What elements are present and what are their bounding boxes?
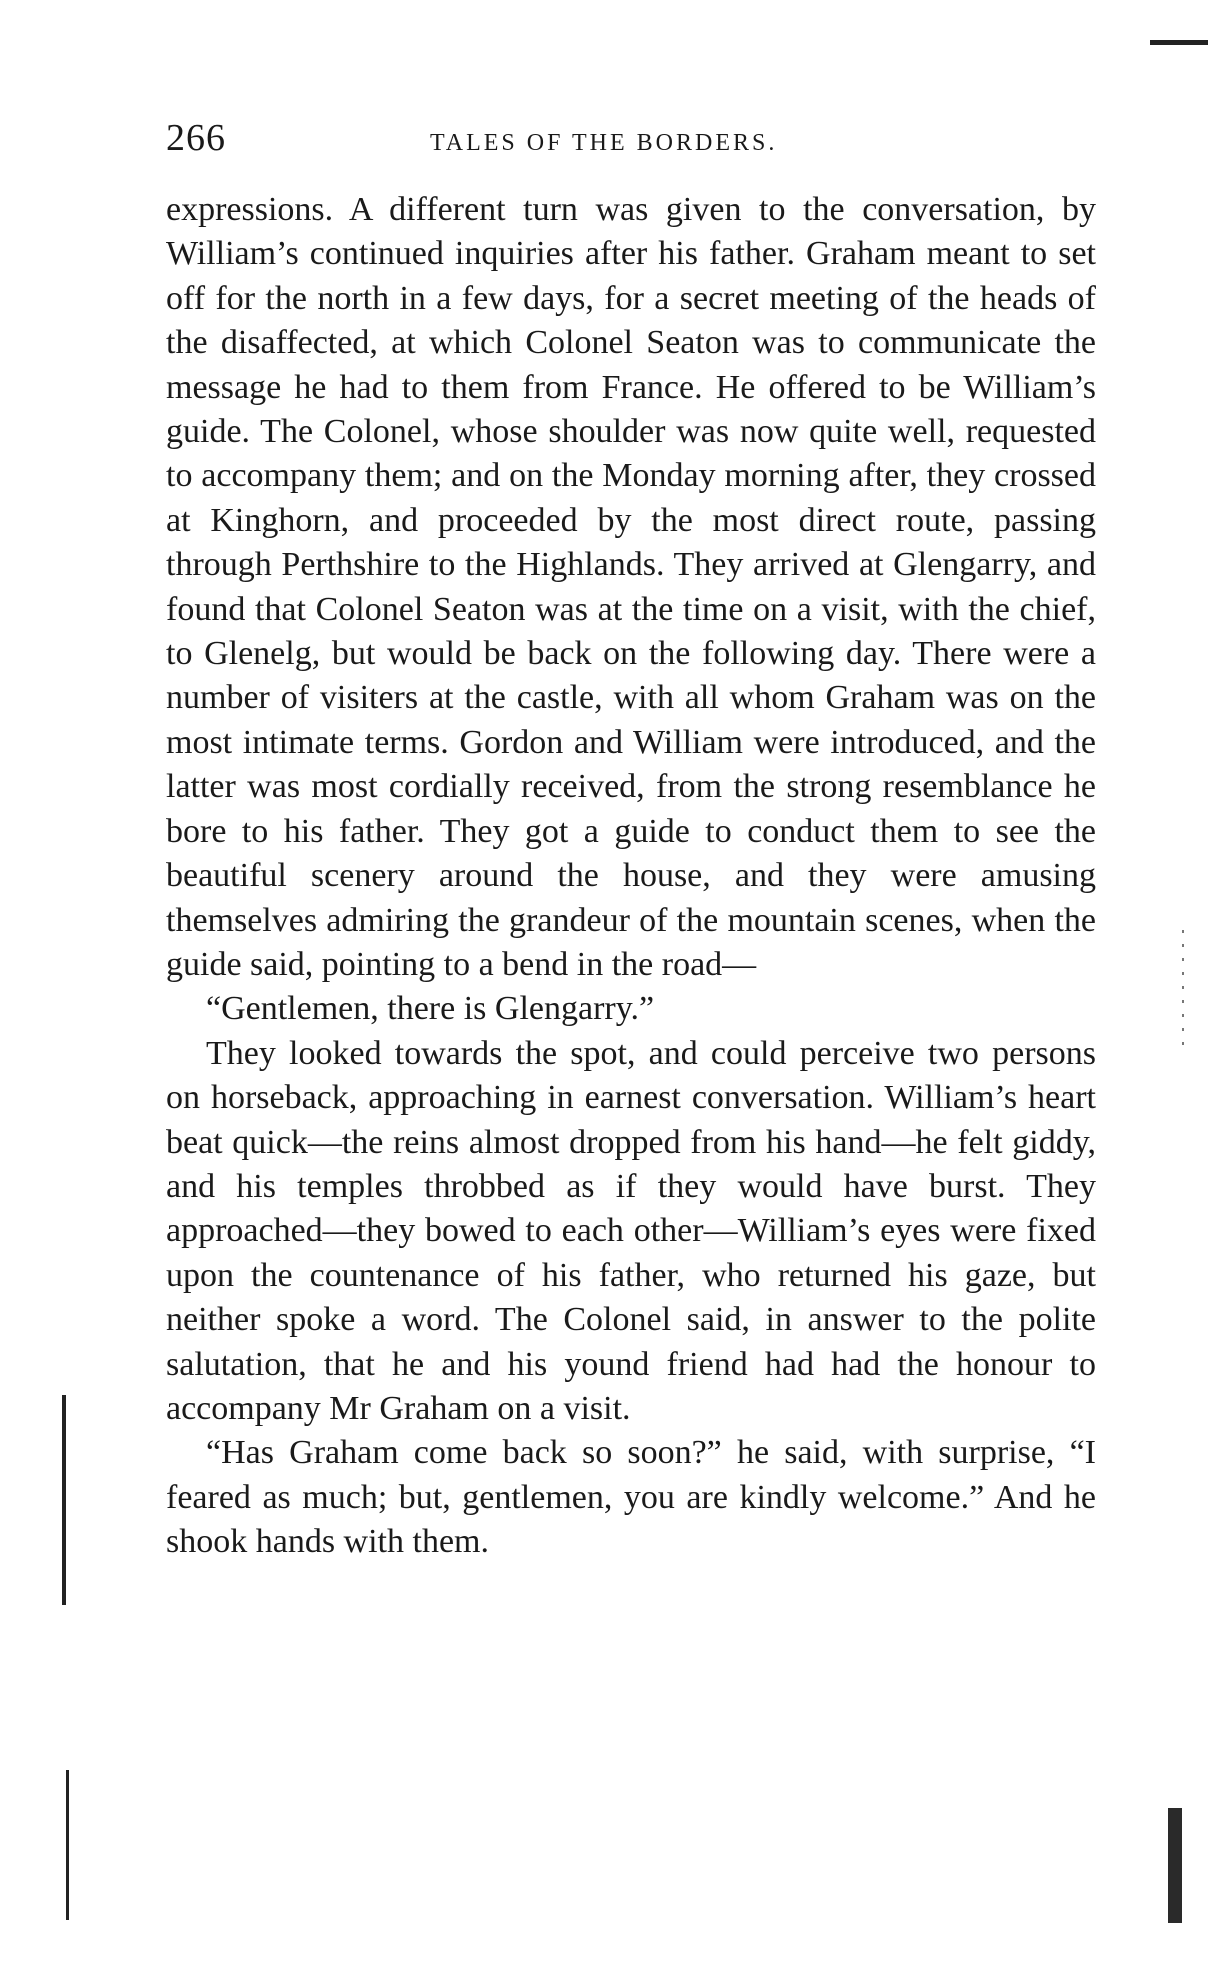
paragraph-3: They looked towards the spot, and could perceive two persons on horseback, approaching in earnest conversation. William’s heart beat quick—the reins almost dropped from his hand—he felt giddy, and his temples throbbed as if they would have burst. They approached—they bowed to each other—William’s eyes were fixed upon the countenance of his father, who returned his gaze, but neither spoke a word. The Colonel said, in answer to the polite salutation, that he and his yound friend had had the honour to accompany Mr Graham on a visit.: [166, 1034, 1096, 1427]
paragraph-2: “Gentlemen, there is Glengarry.”: [206, 990, 655, 1028]
paragraph-1: expressions. A different turn was given to the conversation, by William’s continued inquiries after his father. Graham meant to set off for the north in a few days, for a secret meeting of the heads of the disaffected, at which Colonel Seaton was to communicate the message he had to them from France. He offered to be William’s guide. The Colonel, whose shoulder was now quite well, requested to accompany them; and on the Monday morning after, they crossed at Kinghorn, and proceeded by the most direct route, passing through Perthshire to the Highlands. They arrived at Glengarry, and found that Colonel Seaton was at the time on a visit, with the chief, to Glenelg, but would be back on the following day. There were a number of visiters at the castle, with all whom Graham was on the most intimate terms. Gordon and William were introduced, and the latter was most cordially received, from the strong resemblance he bore to his father. They got a guide to conduct them to see the beautiful scenery around the house, and they were amusing themselves admiring the grandeur of the mountain scenes, when the guide said, pointing to a bend in the road—: [166, 191, 1096, 983]
page-number: 266: [166, 117, 226, 159]
scan-mark-left-margin-lower: [66, 1770, 69, 1920]
page-header: [166, 118, 1096, 168]
scan-mark-top-right: [1150, 40, 1208, 45]
body-text: [166, 188, 1096, 1565]
paragraph-4: “Has Graham come back so soon?” he said, with surprise, “I feared as much; but, gentlemen, you are kindly welcome.” And he shook hands with them.: [166, 1434, 1096, 1561]
scan-dots-right-margin: [1182, 930, 1184, 1050]
scan-mark-right-margin: [1168, 1808, 1182, 1923]
scan-mark-left-margin: [62, 1395, 66, 1605]
running-head: TALES OF THE BORDERS.: [430, 130, 778, 156]
